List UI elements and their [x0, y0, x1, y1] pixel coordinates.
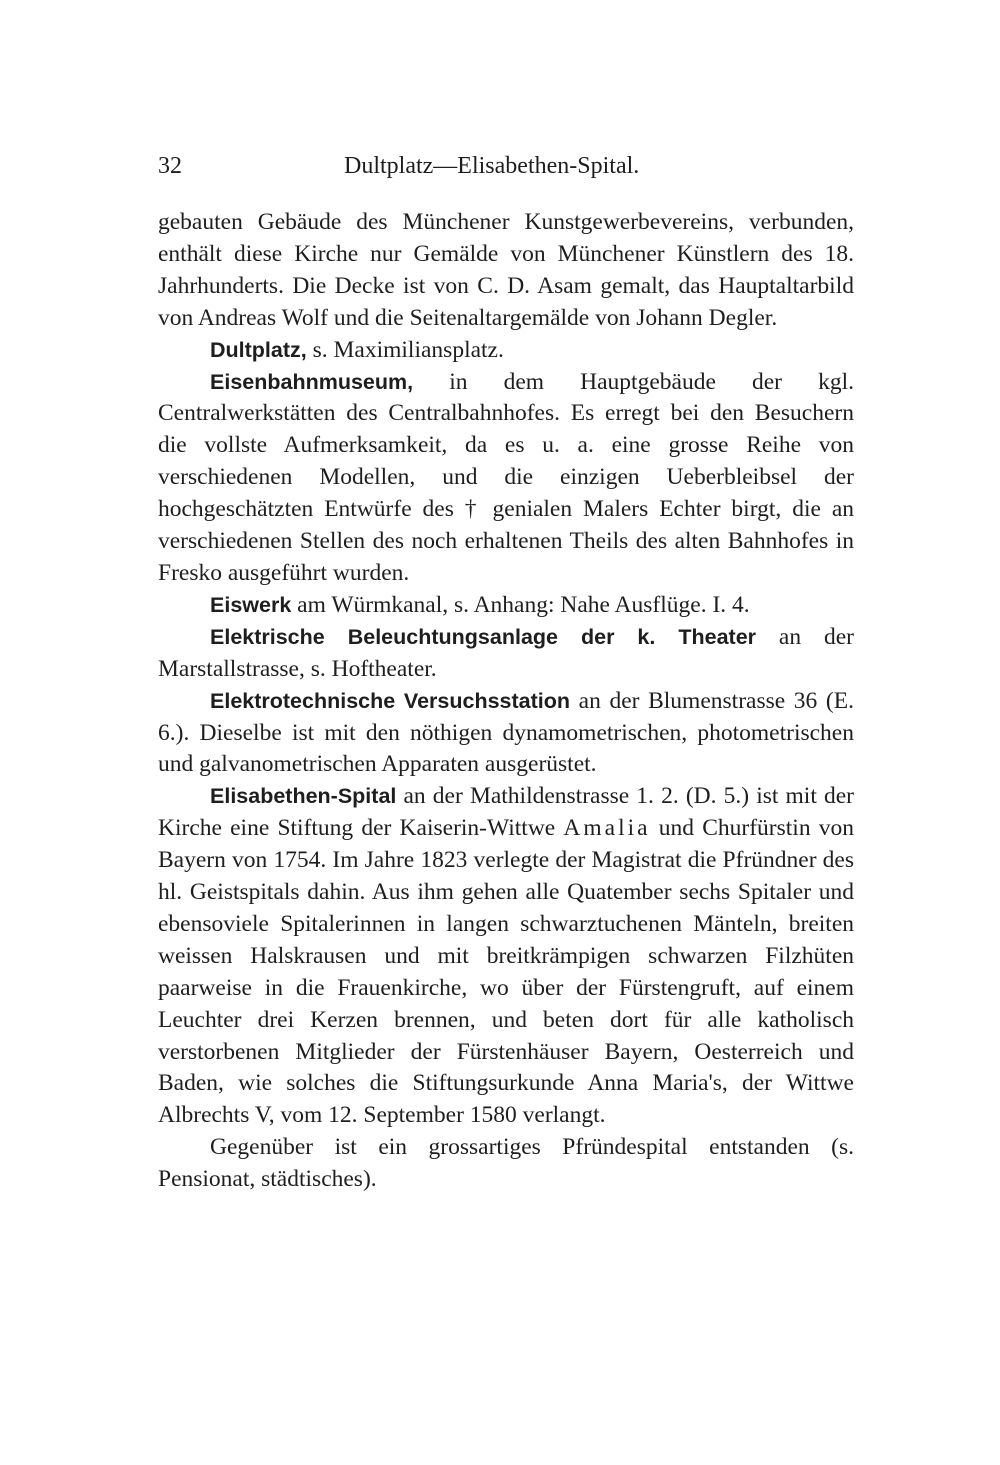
paragraph-continuation: gebauten Gebäude des Münchener Kunstgewerbevereins, verbunden, enthält diese Kirche nur Gemälde von Münchener Künstlern des 18. Jahrhunderts. Die Decke ist von C. D. Asam gemalt, das Hauptaltarbild von Andreas Wolf und die Seitenaltargemälde von Johann Degler. — [158, 209, 854, 331]
entry-elektrische-beleuchtungsanlage — [158, 622, 854, 686]
entry-dultplatz — [158, 335, 854, 367]
entry-eisenbahnmuseum — [158, 367, 854, 590]
entry-text: an der Marstallstrasse, s. Hoftheater. — [158, 623, 855, 682]
running-head — [158, 146, 854, 186]
body-text — [158, 207, 854, 1196]
entry-elisabethen-spital — [158, 781, 854, 1132]
entry-text: s. Maximiliansplatz. — [306, 336, 504, 363]
entry-text: an der Blumenstrasse 36 (E. 6.). Dieselbe ist mit den nöthigen dynamometrischen, photometrischen und galvanometrischen Apparaten ausgerüstet. — [158, 687, 854, 778]
entry-lemma: Dultplatz, — [210, 337, 307, 362]
page-number: 32 — [158, 153, 182, 179]
paragraph-closing: Gegenüber ist ein grossartiges Pfründespital entstanden (s. Pensionat, städtisches). — [158, 1134, 854, 1193]
entry-lemma: Eisenbahnmuseum, — [210, 369, 414, 394]
entry-elektrotechnische-versuchsstation — [158, 686, 854, 782]
spaced-name: Amalia — [563, 815, 651, 842]
entry-text: in dem Hauptgebäude der kgl. Centralwerkstätten des Centralbahnhofes. Es erregt bei den Besuchern die vollste Aufmerksamkeit, da es u. a. eine grosse Reihe von verschiedenen Modellen, und die einzigen Ueberbleibsel der hochgeschätzten Entwürfe des † genialen Malers Echter birgt, die an verschiedenen Stellen des noch erhaltenen Theils des alten Bahnhofes in Fresko ausgeführt wurden. — [158, 368, 854, 586]
entry-text: und Churfürstin von Bayern von 1754. Im Jahre 1823 verlegte der Magistrat die Pfründner des hl. Geistspitals dahin. Aus ihm gehen alle Quatember sechs Spitaler und ebensoviele Spitalerinnen in langen schwarztuchenen Mänteln, breiten weissen Halskrausen und mit breitkrämpigen schwarzen Filzhüten paarweise in die Frauenkirche, wo über der Fürstengruft, auf einem Leuchter drei Kerzen brennen, und beten dort für alle katholisch verstorbenen Mitglieder der Fürstenhäuser Bayern, Oesterreich und Baden, wie solches die Stiftungsurkunde Anna Maria's, der Wittwe Albrechts V, vom 12. September 1580 verlangt. — [158, 815, 855, 1129]
entry-lemma: Elektrische Beleuchtungsanlage der k. Theater — [210, 624, 757, 649]
running-title: Dultplatz—Elisabethen-Spital. — [344, 153, 640, 179]
entry-text: am Würmkanal, s. Anhang: Nahe Ausflüge. I. 4. — [291, 591, 750, 618]
entry-eiswerk — [158, 590, 854, 622]
entry-text: an der Mathildenstrasse 1. 2. (D. 5.) ist mit der Kirche eine Stiftung der Kaiserin-Wittwe — [158, 783, 854, 842]
entry-lemma: Eiswerk — [210, 592, 292, 617]
entry-lemma: Elisabethen-Spital — [210, 784, 397, 809]
entry-lemma: Elektrotechnische Versuchsstation — [210, 688, 571, 713]
